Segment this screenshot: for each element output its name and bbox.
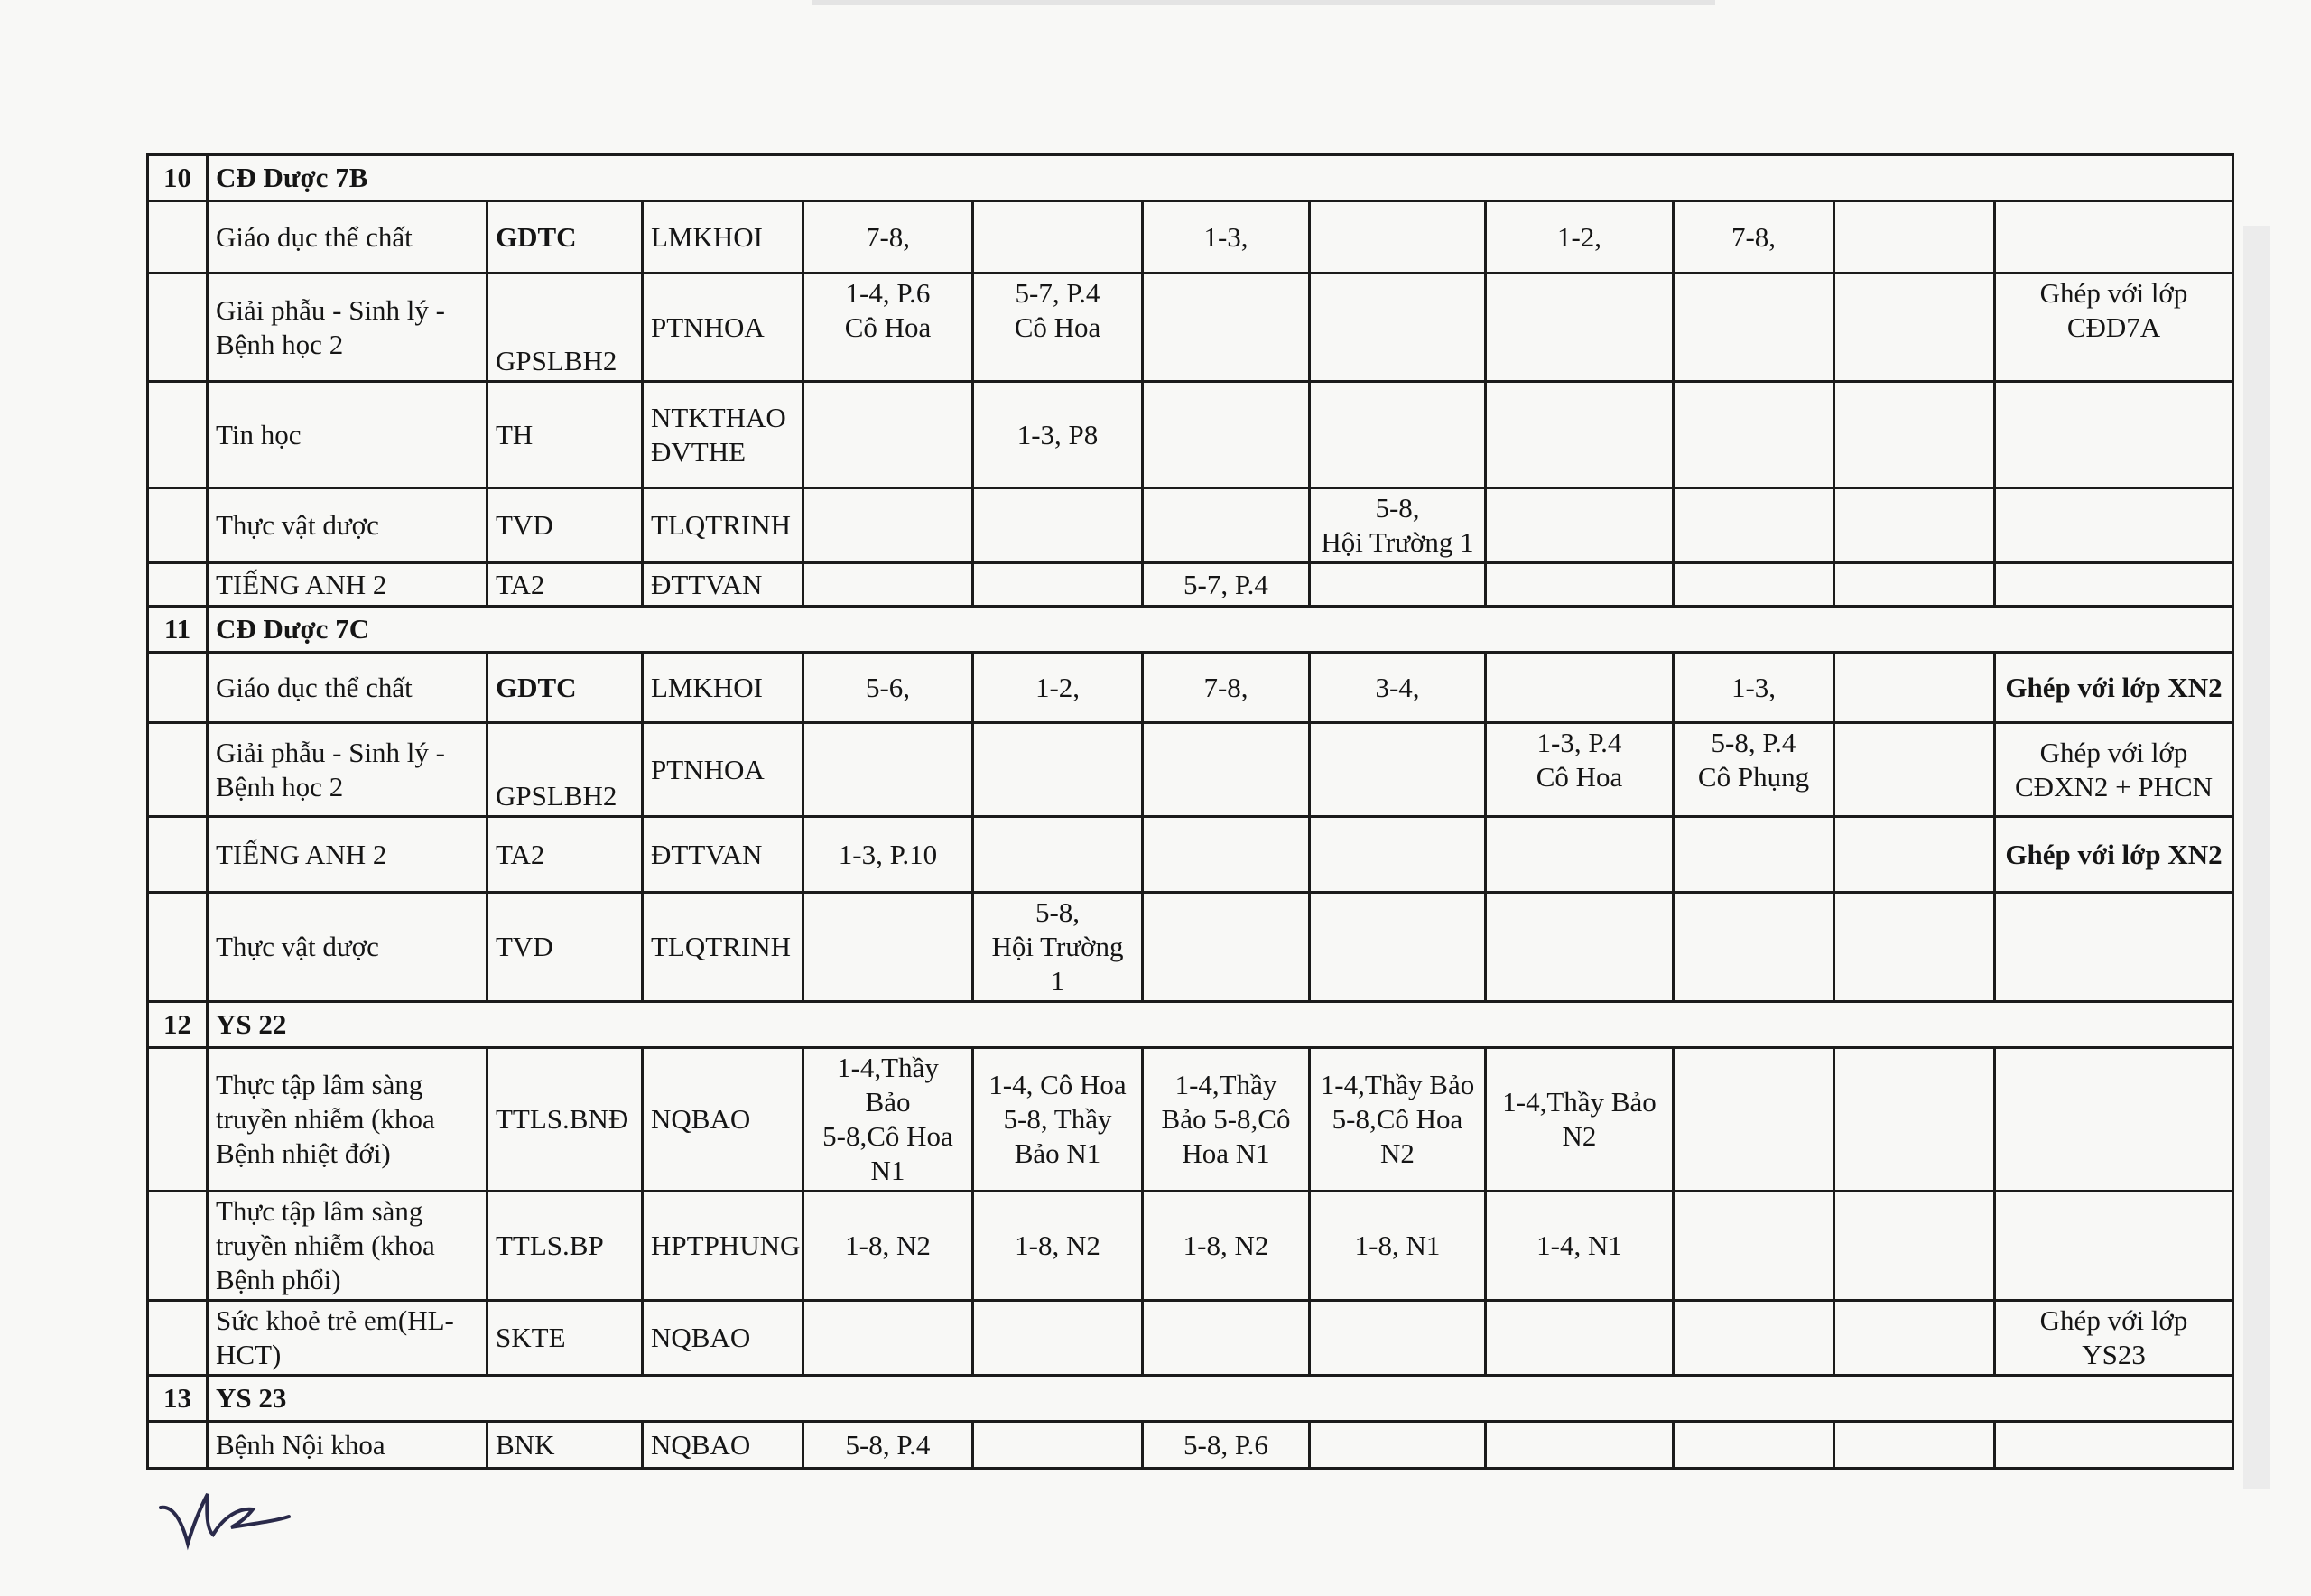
slot-cell: [1834, 488, 1995, 563]
subject-cell: Thực tập lâm sàng truyền nhiễm (khoa Bệnh phổi): [208, 1192, 487, 1301]
slot-cell: [1834, 382, 1995, 488]
teacher-cell: LMKHOI: [643, 653, 803, 723]
slot-cell: 1-3, P.10: [803, 817, 973, 893]
slot-cell: 5-8, Hội Trường 1: [1310, 488, 1486, 563]
subject-cell: Thực vật dược: [208, 893, 487, 1002]
code-cell: SKTE: [487, 1301, 643, 1376]
slot-cell: [973, 201, 1143, 274]
group-number: 10: [148, 155, 208, 201]
slot-cell: [1486, 817, 1674, 893]
table-row: [148, 1048, 2233, 1192]
note-cell: Ghép với lớp XN2: [1995, 817, 2233, 893]
note-cell: [1995, 488, 2233, 563]
index-blank: [148, 817, 208, 893]
code-cell: GPSLBH2: [487, 274, 643, 382]
code-cell: TA2: [487, 563, 643, 607]
slot-cell: [1834, 1422, 1995, 1469]
slot-cell: [1143, 893, 1310, 1002]
slot-cell: [1486, 893, 1674, 1002]
slot-cell: 1-4,Thầy Bảo N2: [1486, 1048, 1674, 1192]
group-row: [148, 1002, 2233, 1048]
table-row: [148, 201, 2233, 274]
slot-cell: [973, 488, 1143, 563]
slot-cell: 1-8, N1: [1310, 1192, 1486, 1301]
slot-cell: [1310, 1422, 1486, 1469]
slot-cell: [1834, 563, 1995, 607]
teacher-cell: NQBAO: [643, 1301, 803, 1376]
note-cell: [1995, 1422, 2233, 1469]
class-schedule-table: [146, 153, 2234, 1470]
slot-cell: [803, 1301, 973, 1376]
slot-cell: [1486, 274, 1674, 382]
slot-cell: [1674, 274, 1834, 382]
slot-cell: [803, 488, 973, 563]
group-row: [148, 607, 2233, 653]
note-cell: [1995, 382, 2233, 488]
slot-cell: [1834, 1301, 1995, 1376]
code-cell: TTLS.BNĐ: [487, 1048, 643, 1192]
slot-cell: [1486, 1301, 1674, 1376]
note-cell: Ghép với lớp YS23: [1995, 1301, 2233, 1376]
slot-cell: [1486, 653, 1674, 723]
slot-cell: 1-2,: [973, 653, 1143, 723]
slot-cell: 7-8,: [803, 201, 973, 274]
group-row: [148, 1376, 2233, 1422]
slot-cell: 1-3,: [1674, 653, 1834, 723]
slot-cell: [1143, 817, 1310, 893]
table-row: [148, 274, 2233, 382]
slot-cell: [1143, 723, 1310, 817]
slot-cell: [1143, 1301, 1310, 1376]
slot-cell: [1674, 1301, 1834, 1376]
note-cell: [1995, 893, 2233, 1002]
slot-cell: [1834, 723, 1995, 817]
table-row: [148, 1301, 2233, 1376]
slot-cell: 5-8, P.4 Cô Phụng: [1674, 723, 1834, 817]
slot-cell: 7-8,: [1143, 653, 1310, 723]
index-blank: [148, 201, 208, 274]
slot-cell: [973, 817, 1143, 893]
slot-cell: [1310, 1301, 1486, 1376]
slot-cell: [1310, 274, 1486, 382]
group-name: YS 22: [208, 1002, 2233, 1048]
code-cell: TVD: [487, 488, 643, 563]
table-row: [148, 817, 2233, 893]
table-row: [148, 382, 2233, 488]
subject-cell: Giải phẫu - Sinh lý - Bệnh học 2: [208, 274, 487, 382]
teacher-cell: TLQTRINH: [643, 488, 803, 563]
index-blank: [148, 1422, 208, 1469]
slot-cell: [1143, 382, 1310, 488]
code-cell: TA2: [487, 817, 643, 893]
slot-cell: [1310, 723, 1486, 817]
slot-cell: 5-8, P.4: [803, 1422, 973, 1469]
slot-cell: 1-2,: [1486, 201, 1674, 274]
teacher-cell: NQBAO: [643, 1422, 803, 1469]
subject-cell: Giải phẫu - Sinh lý - Bệnh học 2: [208, 723, 487, 817]
teacher-cell: LMKHOI: [643, 201, 803, 274]
index-blank: [148, 1048, 208, 1192]
table-row: [148, 1192, 2233, 1301]
index-blank: [148, 893, 208, 1002]
code-cell: GPSLBH2: [487, 723, 643, 817]
slot-cell: 1-8, N2: [1143, 1192, 1310, 1301]
table-row: [148, 893, 2233, 1002]
teacher-cell: HPTPHUNG: [643, 1192, 803, 1301]
slot-cell: [803, 382, 973, 488]
table-row: [148, 488, 2233, 563]
group-number: 11: [148, 607, 208, 653]
slot-cell: [1486, 1422, 1674, 1469]
note-cell: Ghép với lớp XN2: [1995, 653, 2233, 723]
index-blank: [148, 274, 208, 382]
slot-cell: [1834, 274, 1995, 382]
slot-cell: 1-4, Cô Hoa 5-8, Thầy Bảo N1: [973, 1048, 1143, 1192]
slot-cell: [973, 1422, 1143, 1469]
group-name: YS 23: [208, 1376, 2233, 1422]
index-blank: [148, 653, 208, 723]
subject-cell: Thực tập lâm sàng truyền nhiễm (khoa Bệnh nhiệt đới): [208, 1048, 487, 1192]
slot-cell: [1486, 563, 1674, 607]
slot-cell: [803, 893, 973, 1002]
slot-cell: [1310, 382, 1486, 488]
teacher-cell: PTNHOA: [643, 274, 803, 382]
slot-cell: [803, 723, 973, 817]
slot-cell: [973, 723, 1143, 817]
slot-cell: 5-8, P.6: [1143, 1422, 1310, 1469]
slot-cell: [1674, 382, 1834, 488]
slot-cell: [1310, 893, 1486, 1002]
slot-cell: 5-7, P.4 Cô Hoa: [973, 274, 1143, 382]
subject-cell: Bệnh Nội khoa: [208, 1422, 487, 1469]
subject-cell: TIẾNG ANH 2: [208, 563, 487, 607]
note-cell: [1995, 1048, 2233, 1192]
slot-cell: [1310, 201, 1486, 274]
teacher-cell: PTNHOA: [643, 723, 803, 817]
slot-cell: [1674, 1422, 1834, 1469]
index-blank: [148, 563, 208, 607]
slot-cell: [973, 1301, 1143, 1376]
slot-cell: [1486, 488, 1674, 563]
signature-mark: [153, 1480, 298, 1562]
slot-cell: 3-4,: [1310, 653, 1486, 723]
slot-cell: 1-4, P.6 Cô Hoa: [803, 274, 973, 382]
subject-cell: Giáo dục thể chất: [208, 201, 487, 274]
slot-cell: 1-3, P.4 Cô Hoa: [1486, 723, 1674, 817]
index-blank: [148, 1301, 208, 1376]
group-name: CĐ Dược 7B: [208, 155, 2233, 201]
index-blank: [148, 723, 208, 817]
slot-cell: [1834, 1048, 1995, 1192]
subject-cell: Sức khoẻ trẻ em(HL- HCT): [208, 1301, 487, 1376]
code-cell: BNK: [487, 1422, 643, 1469]
slot-cell: [1834, 653, 1995, 723]
slot-cell: [1310, 817, 1486, 893]
code-cell: GDTC: [487, 653, 643, 723]
code-cell: GDTC: [487, 201, 643, 274]
teacher-cell: NQBAO: [643, 1048, 803, 1192]
code-cell: TTLS.BP: [487, 1192, 643, 1301]
index-blank: [148, 1192, 208, 1301]
slot-cell: 1-8, N2: [803, 1192, 973, 1301]
table-row: [148, 1422, 2233, 1469]
slot-cell: 5-8, Hội Trường 1: [973, 893, 1143, 1002]
subject-cell: Giáo dục thể chất: [208, 653, 487, 723]
teacher-cell: ĐTTVAN: [643, 563, 803, 607]
note-cell: [1995, 1192, 2233, 1301]
slot-cell: 1-3,: [1143, 201, 1310, 274]
table-row: [148, 723, 2233, 817]
teacher-cell: ĐTTVAN: [643, 817, 803, 893]
slot-cell: [1834, 893, 1995, 1002]
slot-cell: [1674, 563, 1834, 607]
slot-cell: [1834, 817, 1995, 893]
slot-cell: 1-4,Thầy Bảo 5-8,Cô Hoa N1: [1143, 1048, 1310, 1192]
subject-cell: Thực vật dược: [208, 488, 487, 563]
note-cell: [1995, 201, 2233, 274]
slot-cell: [973, 563, 1143, 607]
code-cell: TVD: [487, 893, 643, 1002]
code-cell: TH: [487, 382, 643, 488]
teacher-cell: NTKTHAO ĐVTHE: [643, 382, 803, 488]
slot-cell: [1143, 488, 1310, 563]
note-cell: Ghép với lớp CĐD7A: [1995, 274, 2233, 382]
slot-cell: [1310, 563, 1486, 607]
slot-cell: 1-4,Thầy Bảo 5-8,Cô Hoa N1: [803, 1048, 973, 1192]
slot-cell: 1-3, P8: [973, 382, 1143, 488]
index-blank: [148, 382, 208, 488]
scan-edge: [812, 0, 1715, 5]
group-name: CĐ Dược 7C: [208, 607, 2233, 653]
group-number: 12: [148, 1002, 208, 1048]
schedule-body: [148, 155, 2233, 1469]
teacher-cell: TLQTRINH: [643, 893, 803, 1002]
slot-cell: 1-8, N2: [973, 1192, 1143, 1301]
slot-cell: [1674, 488, 1834, 563]
slot-cell: [803, 563, 973, 607]
subject-cell: Tin học: [208, 382, 487, 488]
note-cell: Ghép với lớp CĐXN2 + PHCN: [1995, 723, 2233, 817]
slot-cell: [1834, 201, 1995, 274]
slot-cell: 1-4, N1: [1486, 1192, 1674, 1301]
slot-cell: [1674, 1048, 1834, 1192]
slot-cell: [1143, 274, 1310, 382]
table-row: [148, 563, 2233, 607]
slot-cell: 1-4,Thầy Bảo 5-8,Cô Hoa N2: [1310, 1048, 1486, 1192]
slot-cell: [1486, 382, 1674, 488]
scan-shadow: [2243, 226, 2270, 1489]
slot-cell: [1674, 893, 1834, 1002]
slot-cell: [1834, 1192, 1995, 1301]
slot-cell: 7-8,: [1674, 201, 1834, 274]
index-blank: [148, 488, 208, 563]
table-row: [148, 653, 2233, 723]
slot-cell: 5-6,: [803, 653, 973, 723]
subject-cell: TIẾNG ANH 2: [208, 817, 487, 893]
slot-cell: [1674, 1192, 1834, 1301]
note-cell: [1995, 563, 2233, 607]
group-number: 13: [148, 1376, 208, 1422]
slot-cell: 5-7, P.4: [1143, 563, 1310, 607]
group-row: [148, 155, 2233, 201]
slot-cell: [1674, 817, 1834, 893]
